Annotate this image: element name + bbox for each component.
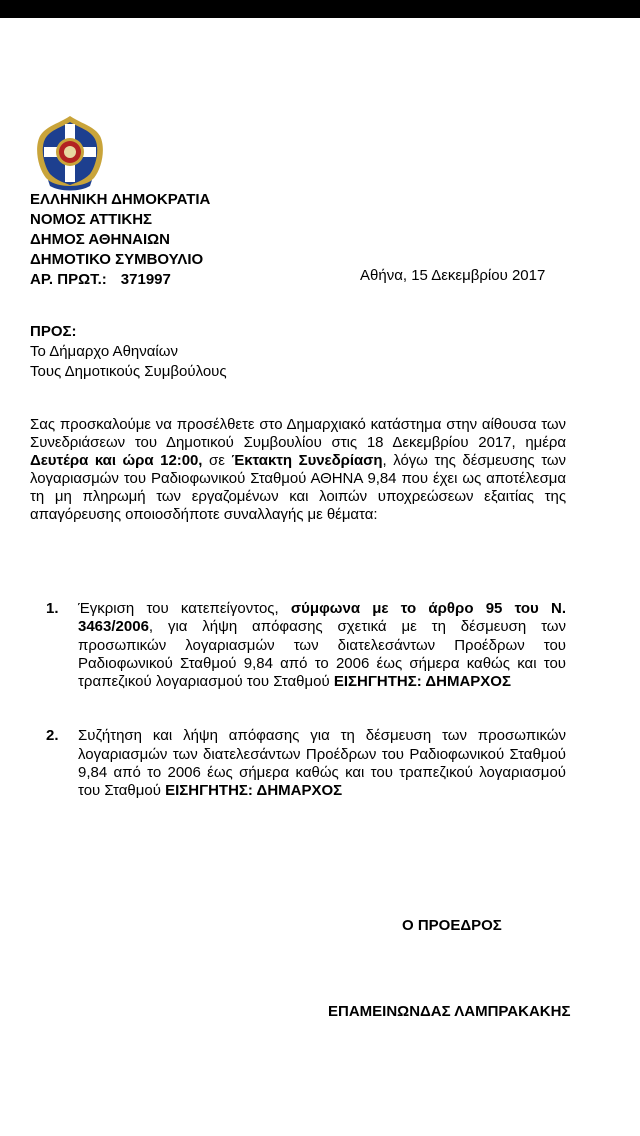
recipient-councillors: Τους Δημοτικούς Συμβούλους: [30, 363, 227, 380]
agenda-item: [46, 600, 566, 691]
header-line-council: ΔΗΜΟΤΙΚΟ ΣΥΜΒΟΥΛΙΟ: [30, 251, 204, 268]
intro-day-time: Δευτέρα και ώρα 12:00,: [30, 452, 203, 469]
recipient-mayor: Το Δήμαρχο Αθηναίων: [30, 343, 178, 360]
recipients-block: [30, 322, 227, 382]
agenda-item: [46, 727, 566, 800]
agenda-list: [46, 600, 566, 801]
header-line-republic: ΕΛΛΗΝΙΚΗ ΔΗΜΟΚΡΑΤΙΑ: [30, 191, 211, 208]
agenda-item-number: 1.: [46, 600, 59, 617]
protocol-line: [30, 270, 210, 290]
header-line-prefecture: ΝΟΜΟΣ ΑΤΤΙΚΗΣ: [30, 211, 153, 228]
protocol-label: ΑΡ. ΠΡΩΤ.:: [30, 271, 107, 288]
protocol-number: 371997: [120, 271, 171, 288]
header-line-municipality: ΔΗΜΟΣ ΑΘΗΝΑΙΩΝ: [30, 231, 171, 248]
status-bar: [0, 0, 640, 18]
agenda-item-text: Συζήτηση και λήψη απόφασης για τη δέσμευση των προσωπικών λογαριασμών των διατελεσάντων Προέδρων του Ραδιοφωνικού Σταθμού 9,84 από το 2006 έως σήμερα καθώς και του τραπεζικού λογαριασμού του Σταθμού: [78, 727, 566, 800]
signature-title: Ο ΠΡΟΕΔΡΟΣ: [402, 917, 502, 934]
document-date: Αθήνα, 15 Δεκεμβρίου 2017: [360, 267, 546, 284]
intro-text: , λόγω της δέσμευσης των λογαριασμών του Ραδιοφωνικού Σταθμού ΑΘΗΝΑ 9,84 που έχει ως αποτέλεσμα τη μη πληρωμή των εργαζομένων και λοιπών υποχρεώσεων εξαιτίας της απαγόρευσης οποιοσδήποτε συναλλαγής με θέματα:: [30, 452, 566, 523]
intro-session-type: Έκτακτη Συνεδρίαση: [231, 452, 383, 469]
municipality-emblem: [34, 114, 106, 192]
document-header: [30, 190, 210, 290]
agenda-item-number: 2.: [46, 727, 59, 745]
recipients-label: ΠΡΟΣ:: [30, 323, 77, 340]
invitation-paragraph: [30, 416, 566, 524]
agenda-item-rapporteur: ΕΙΣΗΓΗΤΗΣ: ΔΗΜΑΡΧΟΣ: [165, 782, 343, 800]
signature-name: ΕΠΑΜΕΙΝΩΝΔΑΣ ΛΑΜΠΡΑΚΑΚΗΣ: [328, 1003, 571, 1020]
intro-text: Σας προσκαλούμε να προσέλθετε στο Δημαρχιακό κατάστημα στην αίθουσα των Συνεδριάσεων του Δημοτικού Συμβουλίου στις 18 Δεκεμβρίου 2017, ημέρα: [30, 416, 566, 451]
agenda-item-text: , για λήψη απόφασης σχετικά με τη δέσμευση των προσωπικών λογαριασμών των διατελεσάντων Προέδρων του Ραδιοφωνικού Σταθμού 9,84 από το 2006 έως σήμερα καθώς και του τραπεζικού λογαριασμού του Σταθμού: [78, 618, 566, 691]
agenda-item-text: Έγκριση του κατεπείγοντος,: [78, 600, 291, 617]
intro-text: σε: [202, 452, 232, 469]
agenda-item-law-reference: σύμφωνα με το άρθρο 95 του Ν. 3463/2006: [78, 600, 566, 636]
agenda-item-rapporteur: ΕΙΣΗΓΗΤΗΣ: ΔΗΜΑΡΧΟΣ: [333, 673, 511, 691]
